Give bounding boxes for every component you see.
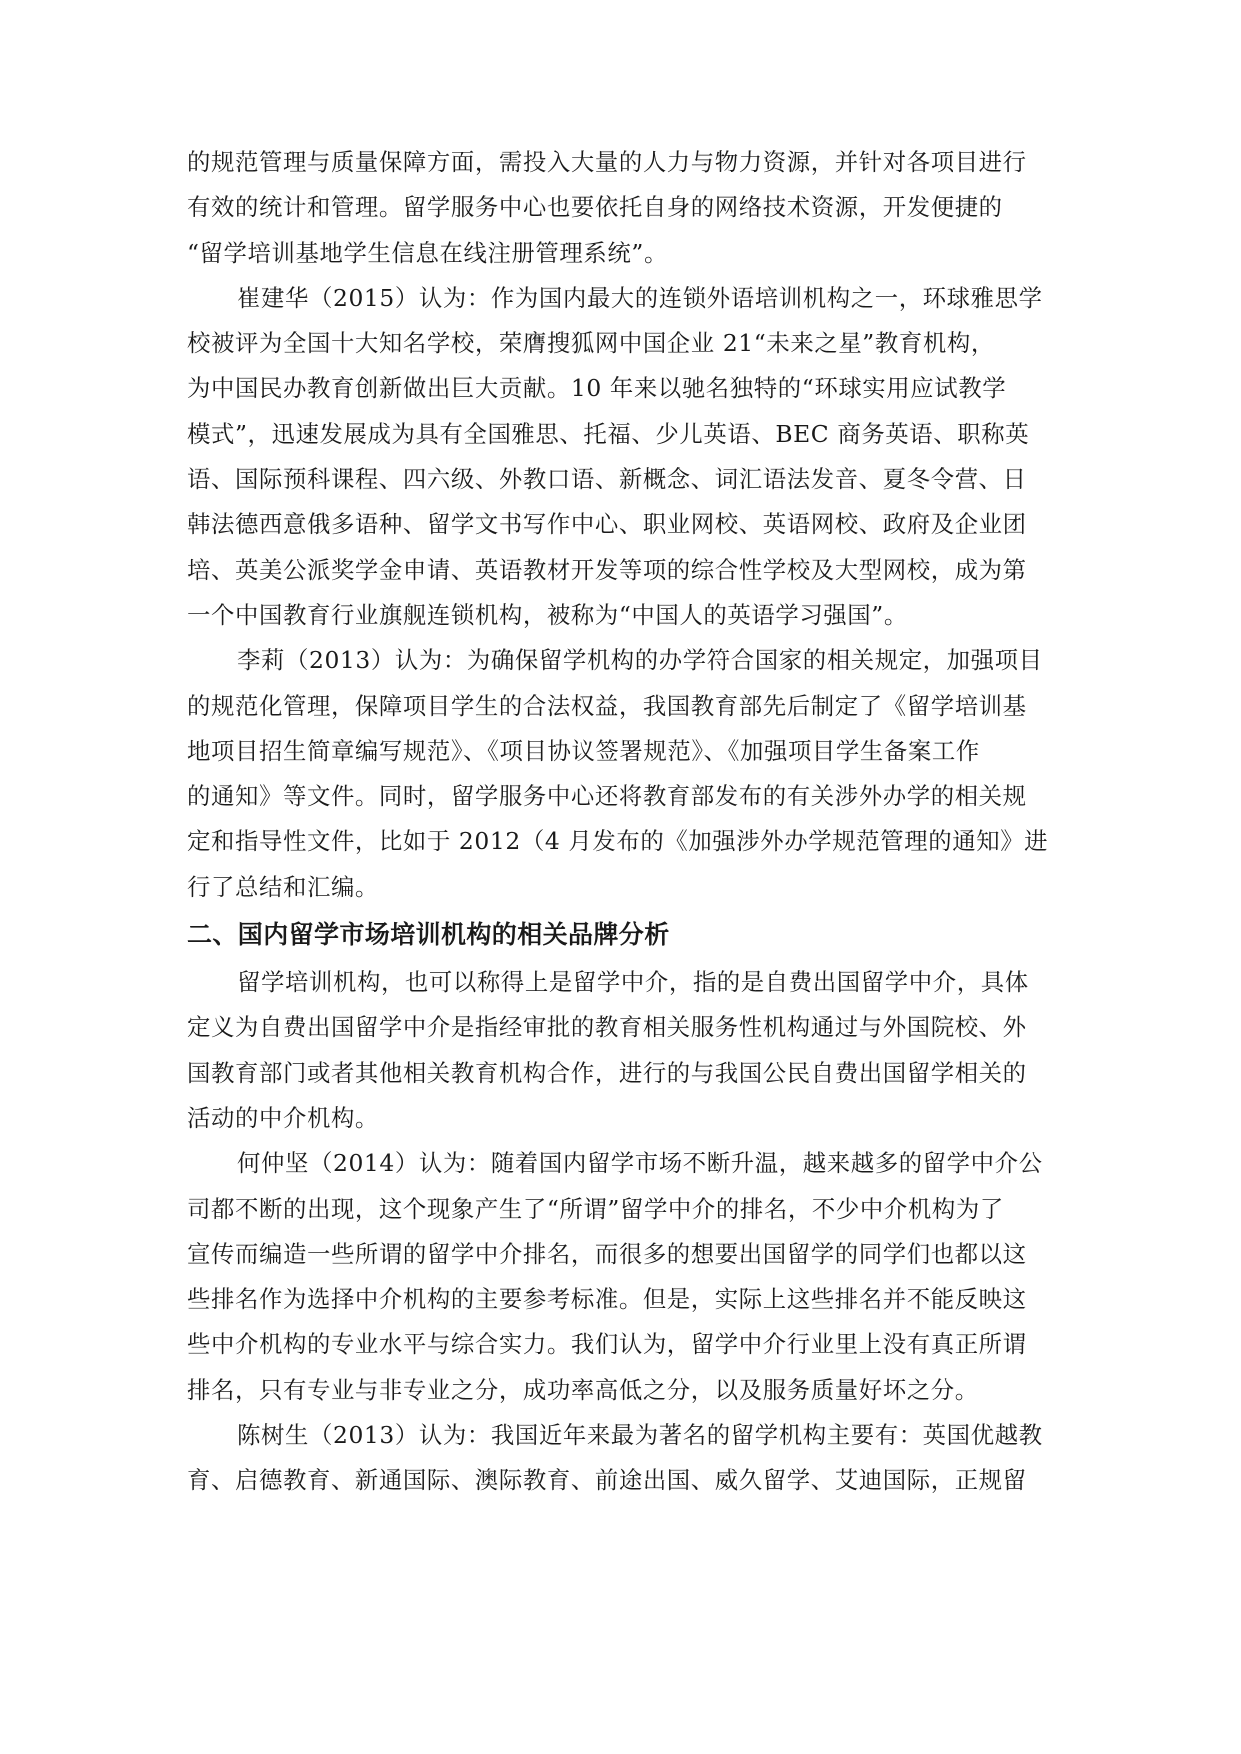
paragraph-definition <box>187 960 1055 1141</box>
text-line: 育、启德教育、新通国际、澳际教育、前途出国、威久留学、艾迪国际，正规留 <box>187 1466 1027 1495</box>
paragraph-cui-jianhua <box>187 276 1055 638</box>
text-line: 一个中国教育行业旗舰连锁机构，被称为“中国人的英语学习强国”。 <box>187 600 908 629</box>
text-line: 语、国际预科课程、四六级、外教口语、新概念、词汇语法发音、夏冬令营、日 <box>187 465 1027 494</box>
section-heading: 二、国内留学市场培训机构的相关品牌分析 <box>187 920 670 950</box>
text-line: 陈树生（2013）认为：我国近年来最为著名的留学机构主要有：英国优越教 <box>237 1421 1043 1450</box>
text-line: 的规范管理与质量保障方面，需投入大量的人力与物力资源，并针对各项目进行 <box>187 148 1027 176</box>
paragraph-he-zhongjian <box>187 1141 1055 1413</box>
text-line: 排名，只有专业与非专业之分，成功率高低之分，以及服务质量好坏之分。 <box>187 1375 979 1404</box>
text-line: 活动的中介机构。 <box>187 1103 379 1132</box>
text-line: 有效的统计和管理。留学服务中心也要依托自身的网络技术资源，开发便捷的 <box>187 193 1003 222</box>
document-page <box>187 140 1055 1504</box>
text-line: 留学培训机构，也可以称得上是留学中介，指的是自费出国留学中介，具体 <box>237 968 1029 997</box>
text-line: 地项目招生简章编写规范》、《项目协议签署规范》、《加强项目学生备案工作 <box>187 736 980 765</box>
paragraph-li-li <box>187 638 1055 910</box>
text-line: 宣传而编造一些所谓的留学中介排名，而很多的想要出国留学的同学们也都以这 <box>187 1239 1027 1268</box>
text-line: 司都不断的出现，这个现象产生了“所谓”留学中介的排名，不少中介机构为了 <box>187 1194 1004 1223</box>
text-line: 行了总结和汇编。 <box>187 872 379 901</box>
text-line: 何仲坚（2014）认为：随着国内留学市场不断升温，越来越多的留学中介公 <box>237 1149 1043 1178</box>
text-line: 的规范化管理，保障项目学生的合法权益，我国教育部先后制定了《留学培训基 <box>187 691 1027 720</box>
text-line: 校被评为全国十大知名学校，荣膺搜狐网中国企业 21“未来之星”教育机构， <box>187 329 995 358</box>
text-line: 些排名作为选择中介机构的主要参考标准。但是，实际上这些排名并不能反映这 <box>187 1285 1027 1314</box>
text-line: 国教育部门或者其他相关教育机构合作，进行的与我国公民自费出国留学相关的 <box>187 1058 1027 1087</box>
text-line: 模式”，迅速发展成为具有全国雅思、托福、少儿英语、BEC 商务英语、职称英 <box>187 419 1030 448</box>
text-line: 定义为自费出国留学中介是指经审批的教育相关服务性机构通过与外国院校、外 <box>187 1013 1027 1042</box>
text-line: 为中国民办教育创新做出巨大贡献。10 年来以驰名独特的“环球实用应试教学 <box>187 374 1007 403</box>
text-line: 崔建华（2015）认为：作为国内最大的连锁外语培训机构之一，环球雅思学 <box>237 283 1043 312</box>
text-line: 韩法德西意俄多语种、留学文书写作中心、职业网校、英语网校、政府及企业团 <box>187 510 1027 539</box>
text-line: 李莉（2013）认为：为确保留学机构的办学符合国家的相关规定，加强项目 <box>237 646 1043 675</box>
paragraph-chen-shusheng <box>187 1413 1055 1504</box>
text-line: “留学培训基地学生信息在线注册管理系统”。 <box>187 238 668 267</box>
text-line: 的通知》等文件。同时，留学服务中心还将教育部发布的有关涉外办学的相关规 <box>187 782 1027 811</box>
text-line: 定和指导性文件，比如于 2012（4 月发布的《加强涉外办学规范管理的通知》进 <box>187 827 1049 856</box>
text-line: 培、英美公派奖学金申请、英语教材开发等项的综合性学校及大型网校，成为第 <box>187 555 1027 584</box>
text-line: 些中介机构的专业水平与综合实力。我们认为，留学中介行业里上没有真正所谓 <box>187 1330 1027 1359</box>
paragraph-continuation <box>187 140 1055 276</box>
